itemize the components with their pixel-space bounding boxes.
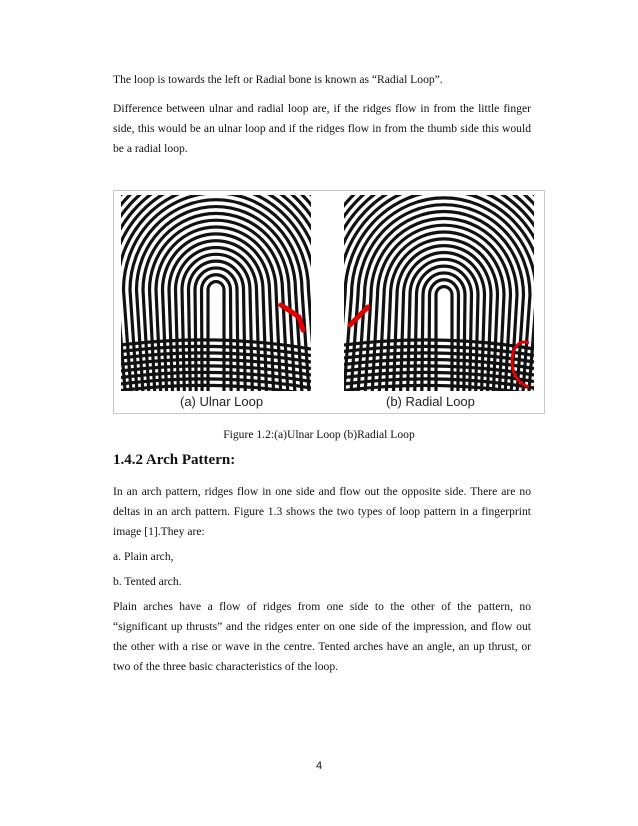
list-item-plain-arch: a. Plain arch, [113,550,174,563]
ulnar-loop-image [121,195,311,391]
paragraph-radial-loop: The loop is towards the left or Radial bone is known as “Radial Loop”. [113,73,443,86]
paragraph-loop-difference: Difference between ulnar and radial loop are, if the ridges flow in from the little finger side, this would be an ulnar loop and if the ridges flow in from the thumb side this would be a radial loop. [113,102,531,155]
paragraph-arch-pattern: In an arch pattern, ridges flow in one side and flow out the opposite side. There are no deltas in an arch pattern. Figure 1.3 shows the two types of loop pattern in a fingerprint image [1].They are: [113,485,531,538]
radial-loop-label: (b) Radial Loop [386,394,475,409]
fingerprint-ridge [208,282,224,391]
paragraph-arch-description: Plain arches have a flow of ridges from one side to the other of the pattern, no “significant up thrusts” and the ridges enter on one side of the impression, and flow out the other with a rise or wave in the centre. Tented arches have an angle, an up thrust, or two of the three basic characteristics of the loop. [113,600,531,673]
radial-red-marker [350,307,368,325]
ulnar-loop-label: (a) Ulnar Loop [180,394,264,409]
figure-caption: Figure 1.2:(a)Ulnar Loop (b)Radial Loop [223,428,415,441]
radial-loop-fingerprint-graphic [344,195,534,391]
page-number: 4 [315,760,323,772]
list-item-tented-arch: b. Tented arch. [113,575,182,588]
radial-loop-image [344,195,534,391]
fingerprint-figure [113,190,545,414]
section-heading: 1.4.2 Arch Pattern: [113,452,236,468]
ulnar-loop-fingerprint-graphic [121,195,311,391]
